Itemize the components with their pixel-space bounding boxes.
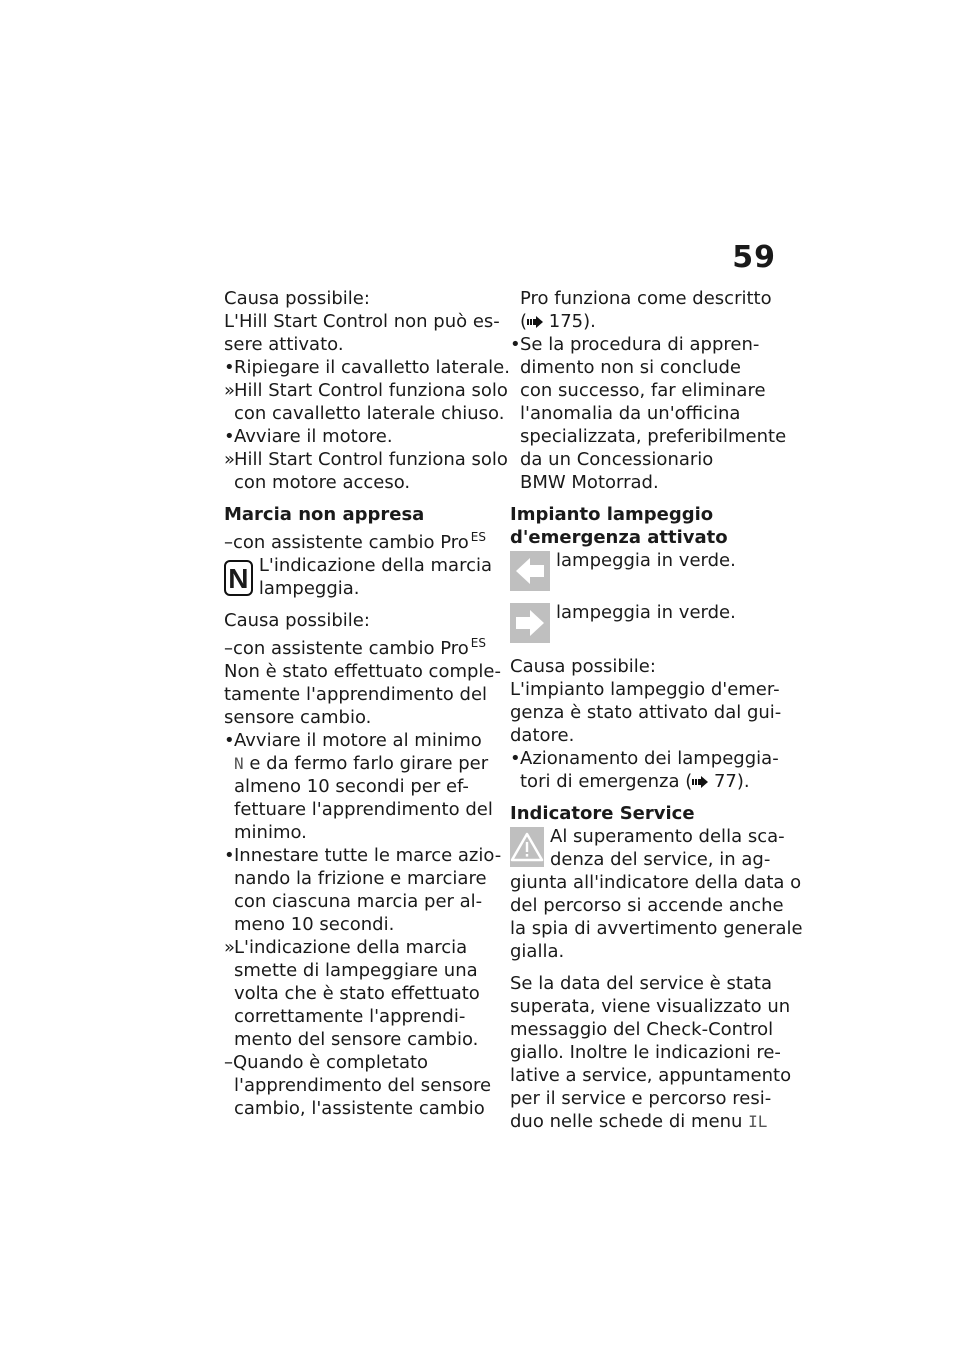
bullet-item [224, 356, 510, 379]
text-part: ( [520, 311, 528, 332]
gear-n-icon: N [224, 560, 253, 596]
text-line: Al superamento della sca- [550, 826, 785, 847]
result-item [224, 379, 508, 402]
bullet-dot: • [224, 426, 235, 447]
text-line: l'apprendimento del sensore [234, 1075, 492, 1096]
icon-description: lampeggia in verde. [556, 602, 736, 623]
turn-right-row [510, 601, 778, 643]
text-part: e da fermo farlo girare per [243, 753, 489, 774]
result-text: Hill Start Control funziona solo [234, 380, 508, 401]
condition-line [224, 632, 492, 660]
bullet-text: Ripiegare il cavalletto laterale. [234, 357, 510, 378]
icon-description [550, 825, 785, 871]
result-item [224, 936, 492, 959]
condition-text: –con assistente cambio Pro [224, 532, 469, 553]
text-line: del percorso si accende anche [510, 895, 784, 916]
turn-left-arrow-icon [510, 551, 550, 591]
text-line: nando la frizione e marciare [234, 868, 487, 889]
page-reference-icon [527, 316, 543, 328]
service-warning-row [510, 825, 785, 871]
bullet-dot: • [224, 845, 235, 866]
text-line: superata, viene visualizzato un [510, 996, 791, 1017]
text-line: BMW Motorrad. [520, 472, 659, 493]
bullet-text: Avviare il motore. [234, 426, 393, 447]
section-heading: Marcia non appresa [224, 504, 425, 525]
bullet-item [224, 844, 502, 867]
text-line: giunta all'indicatore della data o [510, 872, 802, 893]
text-line: messaggio del Check-Control [510, 1019, 774, 1040]
text-line: L'Hill Start Control non può es- [224, 311, 500, 332]
text-part: 77). [708, 771, 750, 792]
icon-description: lampeggia in verde. [556, 550, 736, 571]
text-line: lampeggia. [258, 578, 360, 599]
text-line: almeno 10 secondi per ef- [234, 776, 469, 797]
bullet-item [224, 425, 492, 448]
text-line: volta che è stato effettuato [234, 983, 480, 1004]
bullet-dot: • [510, 334, 521, 355]
text-part: duo nelle schede di menu [510, 1111, 743, 1132]
page-reference [510, 310, 778, 333]
result-item [224, 448, 508, 471]
icon-description [259, 554, 492, 600]
bullet-item [510, 333, 778, 356]
left-column [224, 287, 510, 1120]
page-reference [510, 770, 778, 793]
text-line: dimento non si conclude [520, 357, 742, 378]
text-line: l'anomalia da un'officina [520, 403, 741, 424]
text-line: Non è stato effettuato comple- [224, 661, 501, 682]
bullet-dot: • [224, 357, 235, 378]
text-line: datore. [510, 725, 575, 746]
text-line: minimo. [234, 822, 307, 843]
text-line: correttamente l'apprendi- [234, 1006, 466, 1027]
text-line: sensore cambio. [224, 707, 372, 728]
text-line: L'impianto lampeggio d'emer- [510, 679, 780, 700]
display-code: N [234, 754, 244, 773]
condition-line [224, 526, 492, 554]
superscript: ES [470, 636, 486, 650]
gear-indicator-row [224, 554, 492, 600]
bullet-item [224, 729, 492, 752]
text-line: fettuare l'apprendimento del [234, 799, 493, 820]
text-line: la spia di avvertimento generale [510, 918, 803, 939]
text-line: genza è stato attivato dal gui- [510, 702, 782, 723]
text-line: tamente l'apprendimento del [224, 684, 488, 705]
bullet-text: Se la procedura di appren- [520, 334, 760, 355]
text-line: con motore acceso. [234, 472, 411, 493]
result-marker: » [224, 937, 236, 958]
page-number: 59 [732, 240, 776, 275]
bullet-text: Azionamento dei lampeggia- [520, 748, 779, 769]
text-line: meno 10 secondi. [234, 914, 395, 935]
page-reference-icon [692, 776, 708, 788]
result-text: L'indicazione della marcia [234, 937, 468, 958]
text-line: Pro funziona come descritto [520, 288, 772, 309]
text-line: specializzata, preferibilmente [520, 426, 787, 447]
text-line: denza del service, in ag- [550, 849, 771, 870]
condition-text: –con assistente cambio Pro [224, 638, 469, 659]
text-line: lative a service, appuntamento [510, 1065, 792, 1086]
display-code: IL [748, 1112, 768, 1131]
text-line: per il service e percorso resi- [510, 1088, 772, 1109]
bullet-dot: • [510, 748, 521, 769]
text-line: con ciascuna marcia per al- [234, 891, 483, 912]
text-line: cambio, l'assistente cambio [234, 1098, 485, 1119]
turn-left-row [510, 549, 778, 591]
section-heading: Impianto lampeggio [510, 504, 714, 525]
text-line: Se la data del service è stata [510, 973, 773, 994]
text-line: smette di lampeggiare una [234, 960, 478, 981]
text-line [510, 1110, 778, 1133]
bullet-text: Avviare il motore al minimo [234, 730, 482, 751]
section-heading: Indicatore Service [510, 803, 695, 824]
text-line: giallo. Inoltre le indicazioni re- [510, 1042, 781, 1063]
text-line: con cavalletto laterale chiuso. [234, 403, 505, 424]
result-marker: » [224, 449, 236, 470]
text-line: sere attivato. [224, 334, 344, 355]
result-text: Hill Start Control funziona solo [234, 449, 508, 470]
text-line: con successo, far eliminare [520, 380, 766, 401]
result-marker: » [224, 380, 236, 401]
warning-triangle-icon [510, 827, 544, 867]
dash-item: –Quando è completato [224, 1052, 429, 1073]
right-column [510, 287, 803, 1133]
text-line: da un Concessionario [520, 449, 714, 470]
text-line: gialla. [510, 941, 565, 962]
text-line: Causa possibile: [510, 656, 656, 677]
text-line: Causa possibile: [224, 288, 370, 309]
bullet-item [510, 747, 778, 770]
section-heading: d'emergenza attivato [510, 527, 728, 548]
turn-right-arrow-icon [510, 603, 550, 643]
bullet-dot: • [224, 730, 235, 751]
text-part: tori di emergenza ( [520, 771, 693, 792]
text-line: mento del sensore cambio. [234, 1029, 479, 1050]
bullet-text: Innestare tutte le marce azio- [234, 845, 502, 866]
text-line: Causa possibile: [224, 610, 370, 631]
text-part: 175). [543, 311, 596, 332]
text-line: L'indicazione della marcia [258, 555, 492, 576]
text-line [224, 752, 492, 775]
superscript: ES [470, 530, 486, 544]
